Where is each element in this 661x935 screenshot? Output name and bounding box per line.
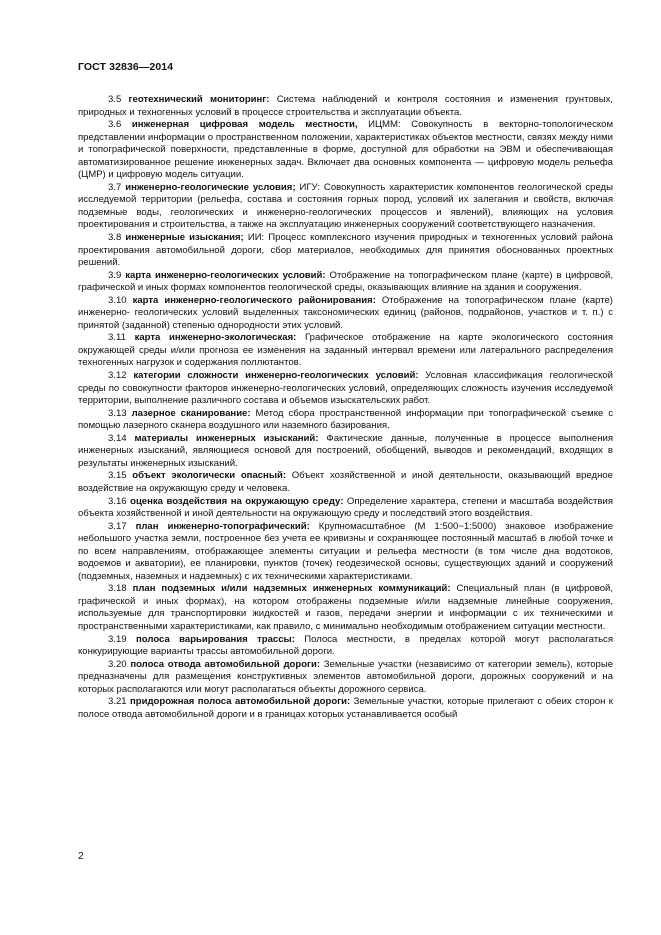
entry-definition: Фактические данные, полученные в процессе выполнения инженерных изысканий, являющиеся основой для построений, обобщений, выводов и рекомендаций, входящих в результаты инженерных изысканий. — [78, 432, 613, 469]
definition-entry — [78, 696, 613, 721]
entry-term: карта инженерно-геологических условий: — [125, 269, 326, 281]
definition-entry — [78, 232, 613, 270]
entry-definition: ИИ: Процесс комплексного изучения природных и техногенных условий района проектирования автомобильной дороги, сбор материалов, необходимых для принятия обоснованных проектных решений. — [78, 232, 613, 269]
entry-number: 3.5 — [108, 94, 122, 105]
entry-number: 3.15 — [108, 470, 127, 482]
entry-term: план подземных и/или надземных инженерных коммуникаций: — [132, 583, 451, 595]
entry-term: полоса отвода автомобильной дороги: — [130, 658, 321, 670]
entry-term: карта инженерно-геологического районирования: — [132, 294, 376, 306]
entry-definition: Земельные участки, которые прилегают с обеих сторон к полосе отвода автомобильной дороги и в границах которых устанавливается особый — [78, 696, 613, 720]
entry-term: карта инженерно-экологическая: — [134, 332, 297, 344]
entry-definition: ИГУ: Совокупность характеристик компонентов геологической среды исследуемой территории (рельефа, состава и состояния горных пород, условий их залегания и свойств, включая подземные воды, геологических и инженерно-геологических процессов и явлений), влияющих на условия проектирования и строительства, а также на эксплуатацию инженерных сооружений соответствующего назначения. — [78, 181, 613, 231]
definition-entry — [78, 408, 613, 433]
entry-definition: Отображение на топографическом плане (карте) инженерно- геологических условий выделенных таксономических единиц (районов, подрайонов, участков и т. п.) с принятой (заданной) степенью однородности этих условий. — [78, 294, 613, 331]
definition-entry — [78, 659, 613, 697]
entry-definition: Земельные участки (независимо от категории земель), которые предназначены для размещения конструктивных элементов автомобильной дороги, дорожных сооружений и на которых располагаются или могут располагаться объекты дорожного сервиса. — [78, 658, 614, 695]
entry-term: придорожная полоса автомобильной дороги: — [130, 696, 351, 708]
entry-term: лазерное сканирование: — [131, 407, 251, 419]
entry-number: 3.6 — [108, 119, 122, 131]
definitions-list — [78, 94, 613, 721]
entry-definition: Крупномасштабное (М 1:500~1:5000) знаковое изображение небольшого участка земли, построенное без учета ее кривизны и сохраняющее постоянный масштаб в любой точке и по всем направлениям, отображающее элементы ситуации и рельефа местности (в том числе дна водотоков, водоемов и акватории), ее планировки, пунктов (точек) геодезической основы, существующих зданий и сооружений (подземных, наземных и надземных) с их техническими характеристиками. — [78, 520, 613, 582]
entry-number: 3.7 — [108, 181, 122, 193]
definition-entry — [78, 370, 613, 408]
entry-number: 3.10 — [108, 294, 127, 306]
entry-number: 3.11 — [108, 332, 126, 344]
document-header: ГОСТ 32836—2014 — [78, 61, 174, 73]
entry-number: 3.21 — [108, 696, 127, 708]
definition-entry — [78, 634, 613, 659]
entry-term: инженерная цифровая модель местности, — [131, 119, 358, 131]
definition-entry — [78, 119, 613, 182]
definition-entry — [78, 94, 613, 119]
entry-number: 3.14 — [108, 432, 127, 444]
entry-number: 3.13 — [108, 407, 127, 419]
entry-definition: Метод сбора пространственной информации при топографической съемке с помощью лазерного сканера воздушного или наземного базирования. — [78, 407, 614, 432]
definition-entry — [78, 496, 613, 521]
entry-definition: Система наблюдений и контроля состояния и изменения грунтовых, природных и техногенных условий в процессе строительства и эксплуатации объекта. — [78, 94, 614, 118]
definition-entry — [78, 470, 613, 495]
entry-term: оценка воздействия на окружающую среду: — [130, 495, 344, 507]
definition-entry — [78, 332, 613, 370]
entry-number: 3.17 — [108, 520, 127, 532]
definition-entry — [78, 521, 613, 584]
entry-definition: Специальный план (в цифровой, графической и иных формах), на котором отображены подземные и/или надземные линейные сооружения, используемые для транспортировки жидкостей и газов, передачи энергии и информации с их техническими и пространственными характеристиками, как правило, с минимально необходимым отображением ситуации местности. — [78, 583, 614, 632]
entry-definition: Полоса местности, в пределах которой могут располагаться конкурирующие варианты трассы автомобильной дороги. — [78, 633, 613, 658]
entry-definition: Графическое отображение на карте экологического состояния окружающей среды и/или прогноза ее изменения на заданный интервал времени или латерального распределения техногенных нагрузок и содержания поллютантов. — [78, 332, 614, 369]
page-number: 2 — [78, 851, 84, 862]
entry-number: 3.19 — [108, 633, 127, 645]
entry-number: 3.8 — [108, 232, 122, 244]
entry-number: 3.16 — [108, 495, 127, 507]
definition-entry — [78, 433, 613, 471]
entry-definition: Определение характера, степени и масштаба воздействия объекта хозяйственной и иной деятельности на окружающую среду и последствий этого воздействия. — [78, 495, 614, 520]
entry-number: 3.9 — [108, 269, 122, 281]
definition-entry — [78, 270, 613, 295]
entry-term: геотехнический мониторинг: — [128, 94, 270, 105]
definition-entry — [78, 182, 613, 232]
entry-definition: Условная классификация геологической среды по совокупности факторов инженерно-геологических условий, определяющих сложность изучения исследуемой территории, выполнение различного состава и объемов изыскательских работ. — [78, 370, 614, 407]
entry-number: 3.12 — [108, 370, 127, 382]
entry-definition: Объект хозяйственной и иной деятельности, оказывающий вредное воздействие на окружающую среду и человека. — [78, 470, 613, 494]
entry-number: 3.18 — [108, 583, 127, 595]
entry-definition: Отображение на топографическом плане (карте) в цифровой, графической и иных формах компонентов геологической среды, оказывающих влияние на здания и сооружения. — [78, 269, 614, 294]
definition-entry — [78, 583, 613, 633]
entry-number: 3.20 — [108, 658, 127, 670]
entry-term: инженерно-геологические условия; — [125, 181, 296, 193]
entry-term: категории сложности инженерно-геологических условий: — [133, 370, 419, 382]
entry-term: объект экологически опасный: — [132, 470, 287, 482]
entry-term: полоса варьирования трассы: — [136, 633, 295, 645]
entry-term: материалы инженерных изысканий: — [134, 432, 319, 444]
entry-definition: ИЦММ: Совокупность в векторно-топологическом представлении информации о пространственном положении, характеристиках объектов местности, связях между ними и топографической поверхности, представленные в форме, доступной для обработки на ЭВМ и обеспечивающая автоматизированное решение инженерных задач. Включает два основных компонента — цифровую модель рельефа (ЦМР) и цифровую модель ситуации. — [78, 119, 614, 181]
entry-term: план инженерно-топографический: — [135, 520, 310, 532]
definition-entry — [78, 295, 613, 333]
entry-term: инженерные изыскания; — [125, 232, 244, 244]
